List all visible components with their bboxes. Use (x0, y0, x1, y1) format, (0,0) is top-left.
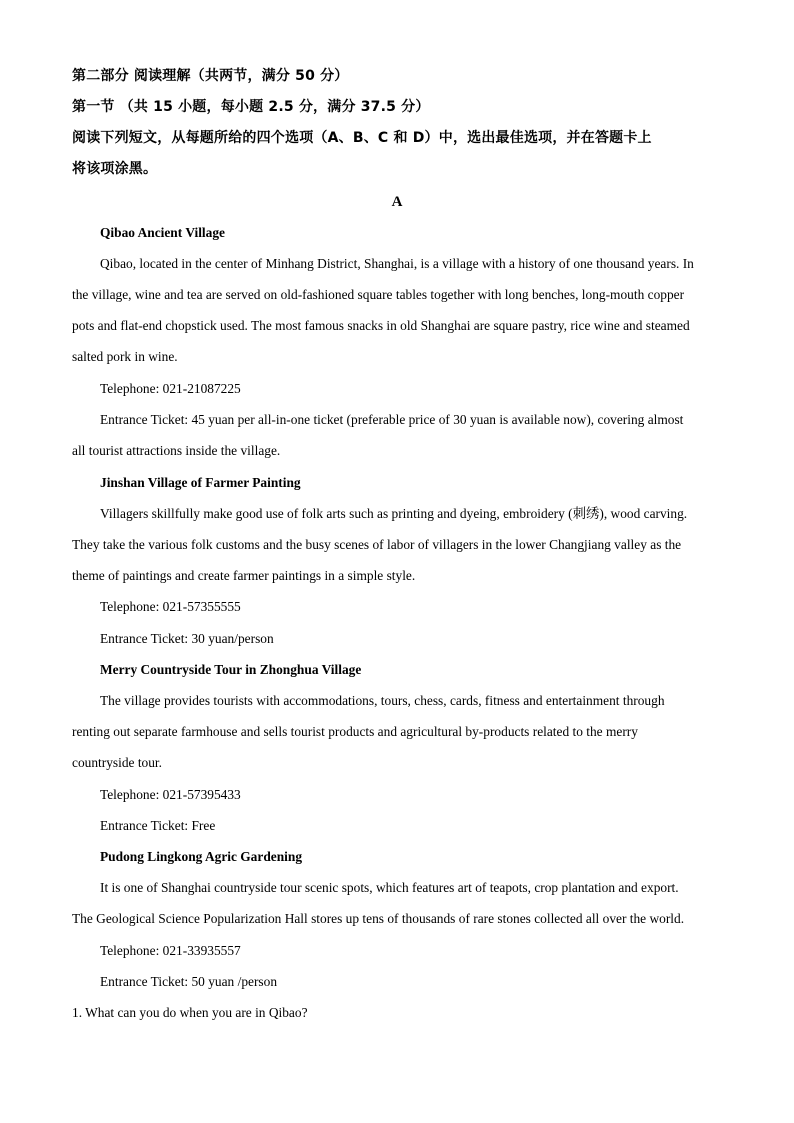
part-title: 第二部分 阅读理解（共两节，满分 50 分） (72, 68, 349, 84)
paragraph-line: renting out separate farmhouse and sells tourist products and agricultural by-products related to the merry (72, 724, 638, 739)
telephone-pudong: Telephone: 021-33935557 (100, 943, 241, 958)
paragraph-line: Qibao, located in the center of Minhang District, Shanghai, is a village with a history of one thousand years. In (100, 256, 694, 271)
paragraph-line: They take the various folk customs and the busy scenes of labor of villagers in the lower Changjiang valley as the (72, 537, 682, 552)
ticket-line: all tourist attractions inside the village. (72, 443, 281, 458)
section-title-jinshan: Jinshan Village of Farmer Painting (100, 475, 301, 490)
telephone-qibao: Telephone: 021-21087225 (100, 381, 241, 396)
paragraph-line: salted pork in wine. (72, 349, 178, 364)
telephone-zhonghua: Telephone: 021-57395433 (100, 787, 241, 802)
section-title: 第一节 （共 15 小题，每小题 2.5 分，满分 37.5 分） (72, 99, 430, 115)
ticket-line: Entrance Ticket: Free (100, 818, 216, 833)
question-1: 1. What can you do when you are in Qibao? (72, 1005, 308, 1020)
ticket-line: Entrance Ticket: 45 yuan per all-in-one ticket (preferable price of 30 yuan is available now), covering almost (100, 412, 684, 427)
paragraph-line: Villagers skillfully make good use of folk arts such as printing and dyeing, embroidery (刺绣), wood carving. (100, 506, 688, 521)
telephone-jinshan: Telephone: 021-57355555 (100, 599, 241, 614)
instructions-line-2: 将该项涂黑。 (72, 161, 158, 177)
paragraph-line: the village, wine and tea are served on old-fashioned square tables together with long benches, long-mouth copper (72, 287, 685, 302)
paragraph-line: pots and flat-end chopstick used. The most famous snacks in old Shanghai are square pastry, rice wine and steamed (72, 318, 690, 333)
paragraph-line: It is one of Shanghai countryside tour scenic spots, which features art of teapots, crop plantation and export. (100, 880, 679, 895)
section-title-zhonghua: Merry Countryside Tour in Zhonghua Village (100, 662, 362, 677)
paragraph-line: countryside tour. (72, 755, 163, 770)
instructions-line-1: 阅读下列短文，从每题所给的四个选项（A、B、C 和 D）中，选出最佳选项，并在答题卡上 (72, 130, 652, 146)
ticket-line: Entrance Ticket: 50 yuan /person (100, 974, 278, 989)
paragraph-line: theme of paintings and create farmer paintings in a simple style. (72, 568, 416, 583)
section-title-pudong: Pudong Lingkong Agric Gardening (100, 849, 303, 864)
passage-label: A (391, 194, 403, 210)
section-title-qibao: Qibao Ancient Village (100, 225, 225, 240)
ticket-line: Entrance Ticket: 30 yuan/person (100, 631, 274, 646)
paragraph-line: The Geological Science Popularization Hall stores up tens of thousands of rare stones collected all over the world. (72, 911, 685, 926)
paragraph-line: The village provides tourists with accommodations, tours, chess, cards, fitness and entertainment through (100, 693, 665, 708)
